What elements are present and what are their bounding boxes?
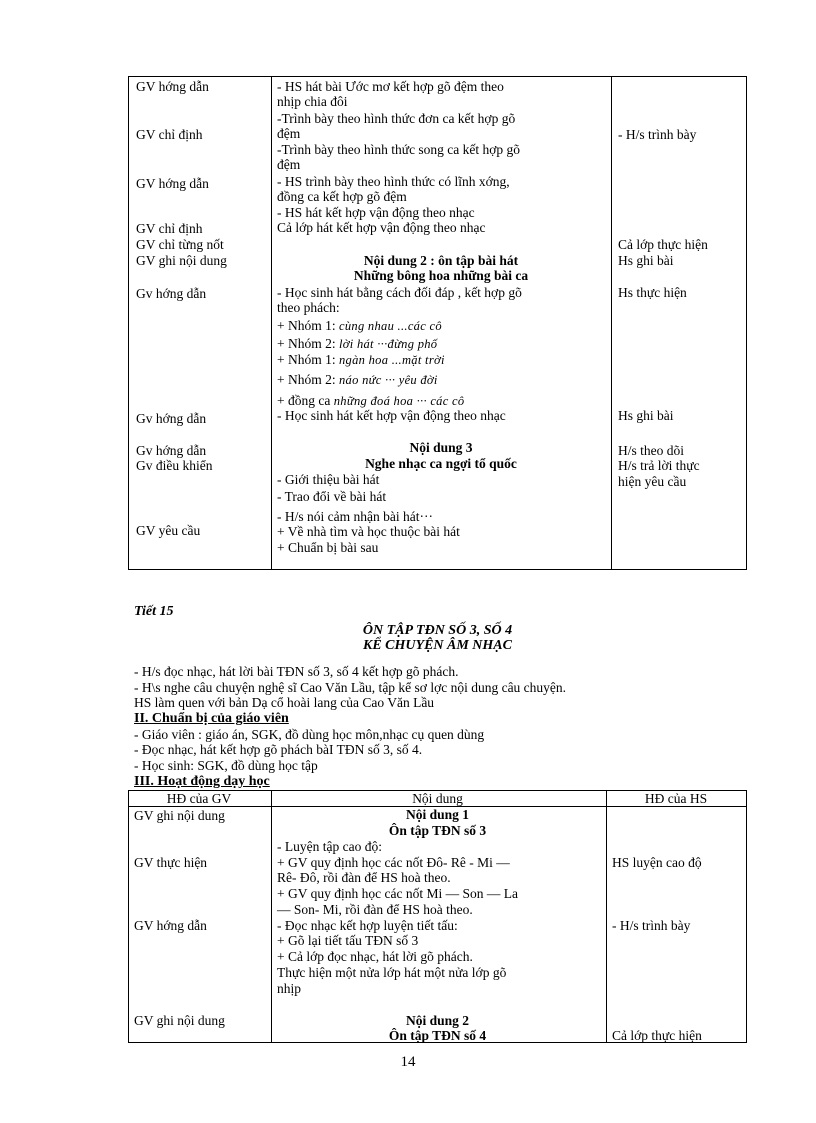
group-label: + Nhóm 1: xyxy=(277,318,339,333)
content-line: đệm xyxy=(277,126,301,141)
content-line: + GV quy định học các nốt Đô- Rê - Mi — xyxy=(277,855,510,870)
content-line: - HS trình bày theo hình thức có lĩnh xớng, xyxy=(277,174,510,189)
group-label: + Nhóm 2: xyxy=(277,372,339,387)
teacher-activity: Gv điều khiển xyxy=(136,458,213,473)
student-activity: Hs thực hiện xyxy=(618,285,687,300)
objective-line: - H/s đọc nhạc, hát lời bài TĐN số 3, số 4 kết hợp gõ phách. xyxy=(134,664,459,679)
content-line: đồng ca kết hợp gõ đệm xyxy=(277,189,407,204)
section-heading-activities: III. Hoạt động dạy học xyxy=(134,774,270,789)
teacher-activity: GV ghi nội dung xyxy=(134,1013,225,1028)
preparation-line: - Đọc nhạc, hát kết hợp gõ phách bàI TĐN số 3, số 4. xyxy=(134,742,423,757)
section-title: Nội dung 2 xyxy=(405,1013,470,1028)
objective-line: HS làm quen với bản Dạ cổ hoài lang của Cao Văn Lầu xyxy=(134,695,435,710)
teacher-activity: GV yêu cầu xyxy=(136,523,201,538)
content-line: nhịp xyxy=(277,981,302,996)
content-line: đệm xyxy=(277,157,301,172)
lyric-excerpt: cùng nhau ...các cô xyxy=(339,319,442,333)
student-activity: HS luyện cao độ xyxy=(612,855,702,870)
content-line: - HS hát kết hợp vận động theo nhạc xyxy=(277,205,475,220)
student-activity: Hs ghi bài xyxy=(618,408,674,423)
preparation-line: - Học sinh: SGK, đồ dùng học tập xyxy=(134,758,318,773)
content-line: theo phách: xyxy=(277,300,340,315)
content-line xyxy=(277,352,445,368)
lesson-subtitle: KỂ CHUYỆN ÂM NHẠC xyxy=(363,638,512,653)
group-label: + đồng ca xyxy=(277,393,334,408)
lesson-title: ÔN TẬP TĐN SỐ 3, SỐ 4 xyxy=(362,623,513,638)
content-line: - HS hát bài Ước mơ kết hợp gõ đệm theo xyxy=(277,79,504,94)
section-title: Nội dung 1 xyxy=(405,807,470,822)
content-line: + Cả lớp đọc nhạc, hát lời gõ phách. xyxy=(277,949,473,964)
teacher-activity: Gv hớng dẫn xyxy=(136,286,207,301)
content-line: -Trình bày theo hình thức song ca kết hợp gõ xyxy=(277,142,521,157)
preparation-line: - Giáo viên : giáo án, SGK, đồ dùng học môn,nhạc cụ quen dùng xyxy=(134,727,485,742)
content-line: - Đọc nhạc kết hợp luyện tiết tấu: xyxy=(277,918,458,933)
teacher-activity: Gv hớng dẫn xyxy=(136,411,207,426)
page-number: 14 xyxy=(400,1054,416,1070)
lesson-label: Tiết 15 xyxy=(134,604,174,619)
teacher-activity: GV chỉ định xyxy=(136,127,203,142)
column-divider xyxy=(271,77,272,569)
content-line: - Trao đổi về bài hát xyxy=(277,489,387,504)
content-line: + Gõ lại tiết tấu TĐN số 3 xyxy=(277,933,419,948)
lyric-excerpt: náo nức ··· yêu đời xyxy=(339,373,438,387)
lyric-excerpt: ngàn hoa ...mặt trời xyxy=(339,353,445,367)
teacher-activity: GV thực hiện xyxy=(134,855,208,870)
content-line: Thực hiện một nửa lớp hát một nửa lớp gõ xyxy=(277,965,507,980)
section-subtitle: Ôn tập TĐN số 3 xyxy=(388,823,487,838)
content-line: Rê- Đô, rồi đàn để HS hoà theo. xyxy=(277,870,451,885)
student-activity: Cả lớp thực hiện xyxy=(612,1028,702,1043)
content-line: - Học sinh hát bằng cách đối đáp , kết hợp gõ xyxy=(277,285,522,300)
content-line: — Son- Mi, rồi đàn để HS hoà theo. xyxy=(277,902,473,917)
student-activity: hiện yêu cầu xyxy=(618,474,687,489)
teacher-activity: GV chỉ từng nốt xyxy=(136,237,224,252)
section-subtitle: Nghe nhạc ca ngợi tổ quốc xyxy=(365,456,517,471)
content-line xyxy=(277,318,442,334)
lyric-excerpt: lời hát ···đừng phố xyxy=(339,337,438,351)
content-line: - H/s nói cảm nhận bài hát··· xyxy=(277,509,433,524)
table-header-student: HĐ của HS xyxy=(644,791,708,806)
content-line: - Luyện tập cao độ: xyxy=(277,839,382,854)
student-activity: - H/s trình bày xyxy=(612,918,691,933)
content-line: nhịp chia đôi xyxy=(277,94,348,109)
student-activity: H/s trả lời thực xyxy=(618,458,700,473)
student-activity: Cả lớp thực hiện xyxy=(618,237,708,252)
section-title: Nội dung 3 xyxy=(409,440,473,455)
content-line: + Về nhà tìm và học thuộc bài hát xyxy=(277,524,460,539)
teacher-activity: GV ghi nội dung xyxy=(136,253,227,268)
column-divider xyxy=(606,791,607,1042)
teacher-activity: Gv hớng dẫn xyxy=(136,443,207,458)
content-line: + GV quy định học các nốt Mi — Son — La xyxy=(277,886,518,901)
section-heading-preparation: II. Chuẩn bị của giáo viên xyxy=(134,711,289,726)
content-line: -Trình bày theo hình thức đơn ca kết hợp gõ xyxy=(277,111,516,126)
content-line: + Chuẩn bị bài sau xyxy=(277,540,379,555)
content-line xyxy=(277,393,464,409)
student-activity: H/s theo dõi xyxy=(618,443,684,458)
content-line xyxy=(277,336,437,352)
student-activity: - H/s trình bày xyxy=(618,127,697,142)
group-label: + Nhóm 2: xyxy=(277,336,339,351)
group-label: + Nhóm 1: xyxy=(277,352,339,367)
content-line: - Học sinh hát kết hợp vận động theo nhạc xyxy=(277,408,506,423)
lyric-excerpt: những đoá hoa ··· các cô xyxy=(333,394,465,408)
teacher-activity: GV chỉ định xyxy=(136,221,203,236)
section-subtitle: Ôn tập TĐN số 4 xyxy=(388,1028,487,1043)
section-title: Nội dung 2 : ôn tập bài hát xyxy=(363,253,519,268)
teacher-activity: GV hớng dẫn xyxy=(136,79,209,94)
teacher-activity: GV hớng dẫn xyxy=(134,918,207,933)
content-line: - Giới thiệu bài hát xyxy=(277,472,380,487)
content-line xyxy=(277,372,438,388)
table-header-teacher: HĐ của GV xyxy=(166,791,232,806)
teacher-activity: GV hớng dẫn xyxy=(136,176,209,191)
teacher-activity: GV ghi nội dung xyxy=(134,808,225,823)
content-line: Cả lớp hát kết hợp vận động theo nhạc xyxy=(277,220,486,235)
section-subtitle: Những bông hoa những bài ca xyxy=(353,268,529,283)
objective-line: - H\s nghe câu chuyện nghệ sĩ Cao Văn Lầu, tập kể sơ lợc nội dung câu chuyện. xyxy=(134,680,567,695)
column-divider xyxy=(611,77,612,569)
table-header-content: Nội dung xyxy=(412,791,463,806)
student-activity: Hs ghi bài xyxy=(618,253,674,268)
